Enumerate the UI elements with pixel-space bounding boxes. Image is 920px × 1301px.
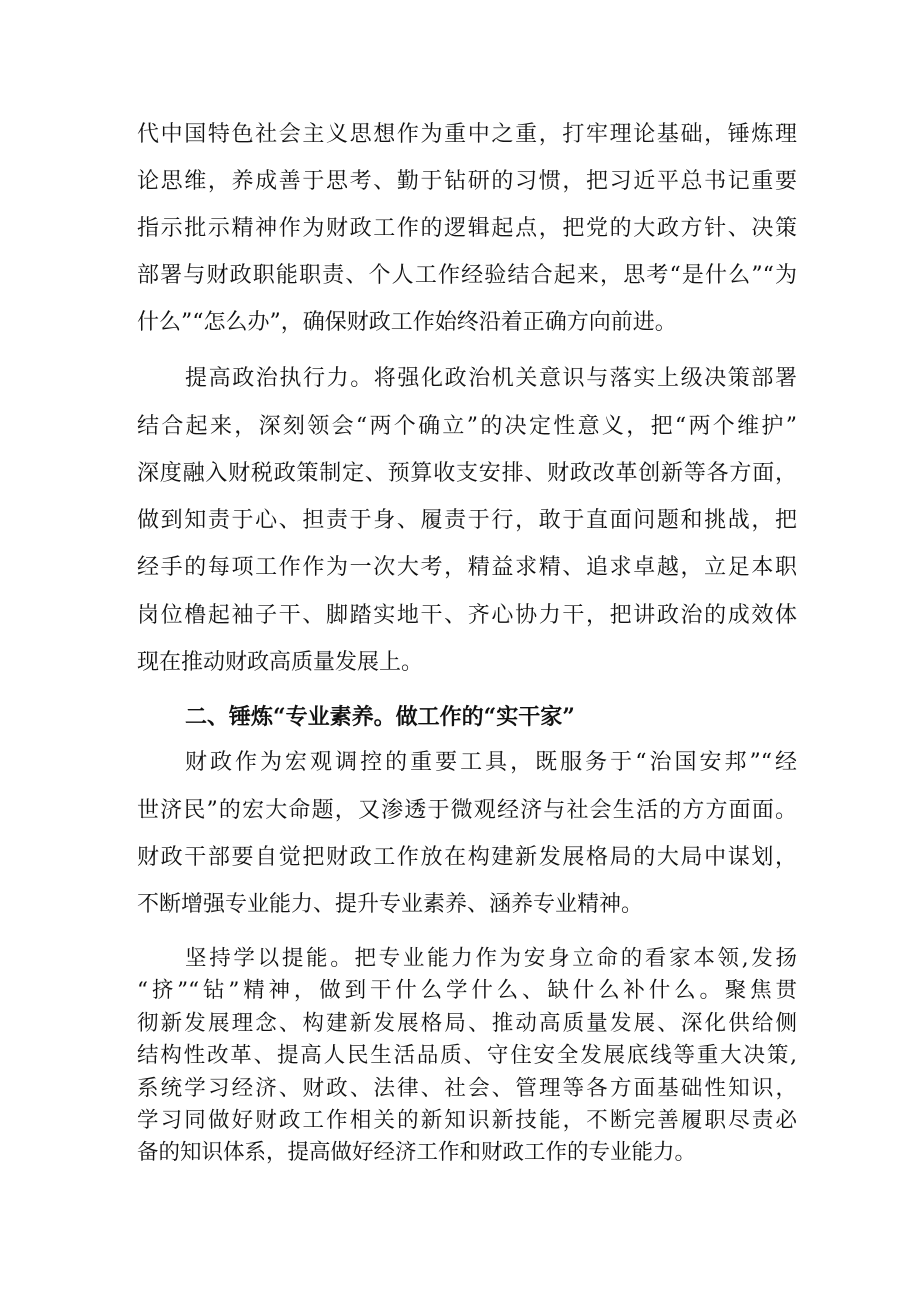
paragraph-2-line-7: 现在推动财政高质量发展上。 [137, 650, 424, 675]
paragraph-2-line-5: 经手的每项工作作为一次大考，精益求精、追求卓越，立足本职 [137, 555, 797, 580]
paragraph-4-line-3: 彻新发展理念、构建新发展格局、推动高质量发展、深化供给侧 [137, 1011, 797, 1036]
paragraph-4-line-2: “挤”“钻”精神，做到干什么学什么、缺什么补什么。聚焦贯 [137, 978, 797, 1003]
paragraph-2-line-4: 做到知责于心、担责于身、履责于行，敢于直面问题和挑战，把 [137, 508, 797, 533]
paragraph-3-line-3: 财政干部要自觉把财政工作放在构建新发展格局的大局中谋划， [137, 845, 797, 870]
paragraph-2-line-2: 结合起来，深刻领会“两个确立”的决定性意义，把“两个维护” [137, 414, 797, 439]
paragraph-3-line-2: 世济民”的宏大命题，又渗透于微观经济与社会生活的方方面面。 [137, 798, 797, 823]
paragraph-3-line-4: 不断增强专业能力、提升专业素养、涵养专业精神。 [137, 892, 644, 917]
paragraph-4-line-4: 结构性改革、提高人民生活品质、守住安全发展底线等重大决策, [137, 1043, 797, 1068]
paragraph-3-line-1: 财政作为宏观调控的重要工具，既服务于“治国安邦”“经 [185, 750, 797, 775]
paragraph-1-line-1: 代中国特色社会主义思想作为重中之重，打牢理论基础，锤炼理 [137, 122, 797, 147]
paragraph-1-line-4: 部署与财政职能职责、个人工作经验结合起来，思考“是什么”“为 [137, 263, 797, 288]
paragraph-4-line-1: 坚持学以提能。把专业能力作为安身立命的看家本领,发扬 [185, 946, 797, 971]
paragraph-1-line-5: 什么”“怎么办”，确保财政工作始终沿着正确方向前进。 [137, 310, 677, 335]
paragraph-4-line-7: 备的知识体系，提高做好经济工作和财政工作的专业能力。 [137, 1140, 697, 1165]
paragraph-4-line-5: 系统学习经济、财政、法律、社会、管理等各方面基础性知识， [137, 1076, 797, 1101]
paragraph-2-line-1: 提高政治执行力。将强化政治机关意识与落实上级决策部署 [185, 366, 797, 391]
paragraph-2-line-3: 深度融入财税政策制定、预算收支安排、财政改革创新等各方面， [137, 461, 797, 486]
section-heading: 二、锤炼“专业素养。做工作的“实干家” [185, 704, 575, 730]
paragraph-1-line-3: 指示批示精神作为财政工作的逻辑起点，把党的大政方针、决策 [137, 216, 797, 241]
paragraph-2-line-6: 岗位橹起袖子干、脚踏实地干、齐心协力干，把讲政治的成效体 [137, 603, 797, 628]
paragraph-4-line-6: 学习同做好财政工作相关的新知识新技能，不断完善履职尽责必 [137, 1108, 797, 1133]
paragraph-1-line-2: 论思维，养成善于思考、勤于钻研的习惯，把习近平总书记重要 [137, 169, 797, 194]
